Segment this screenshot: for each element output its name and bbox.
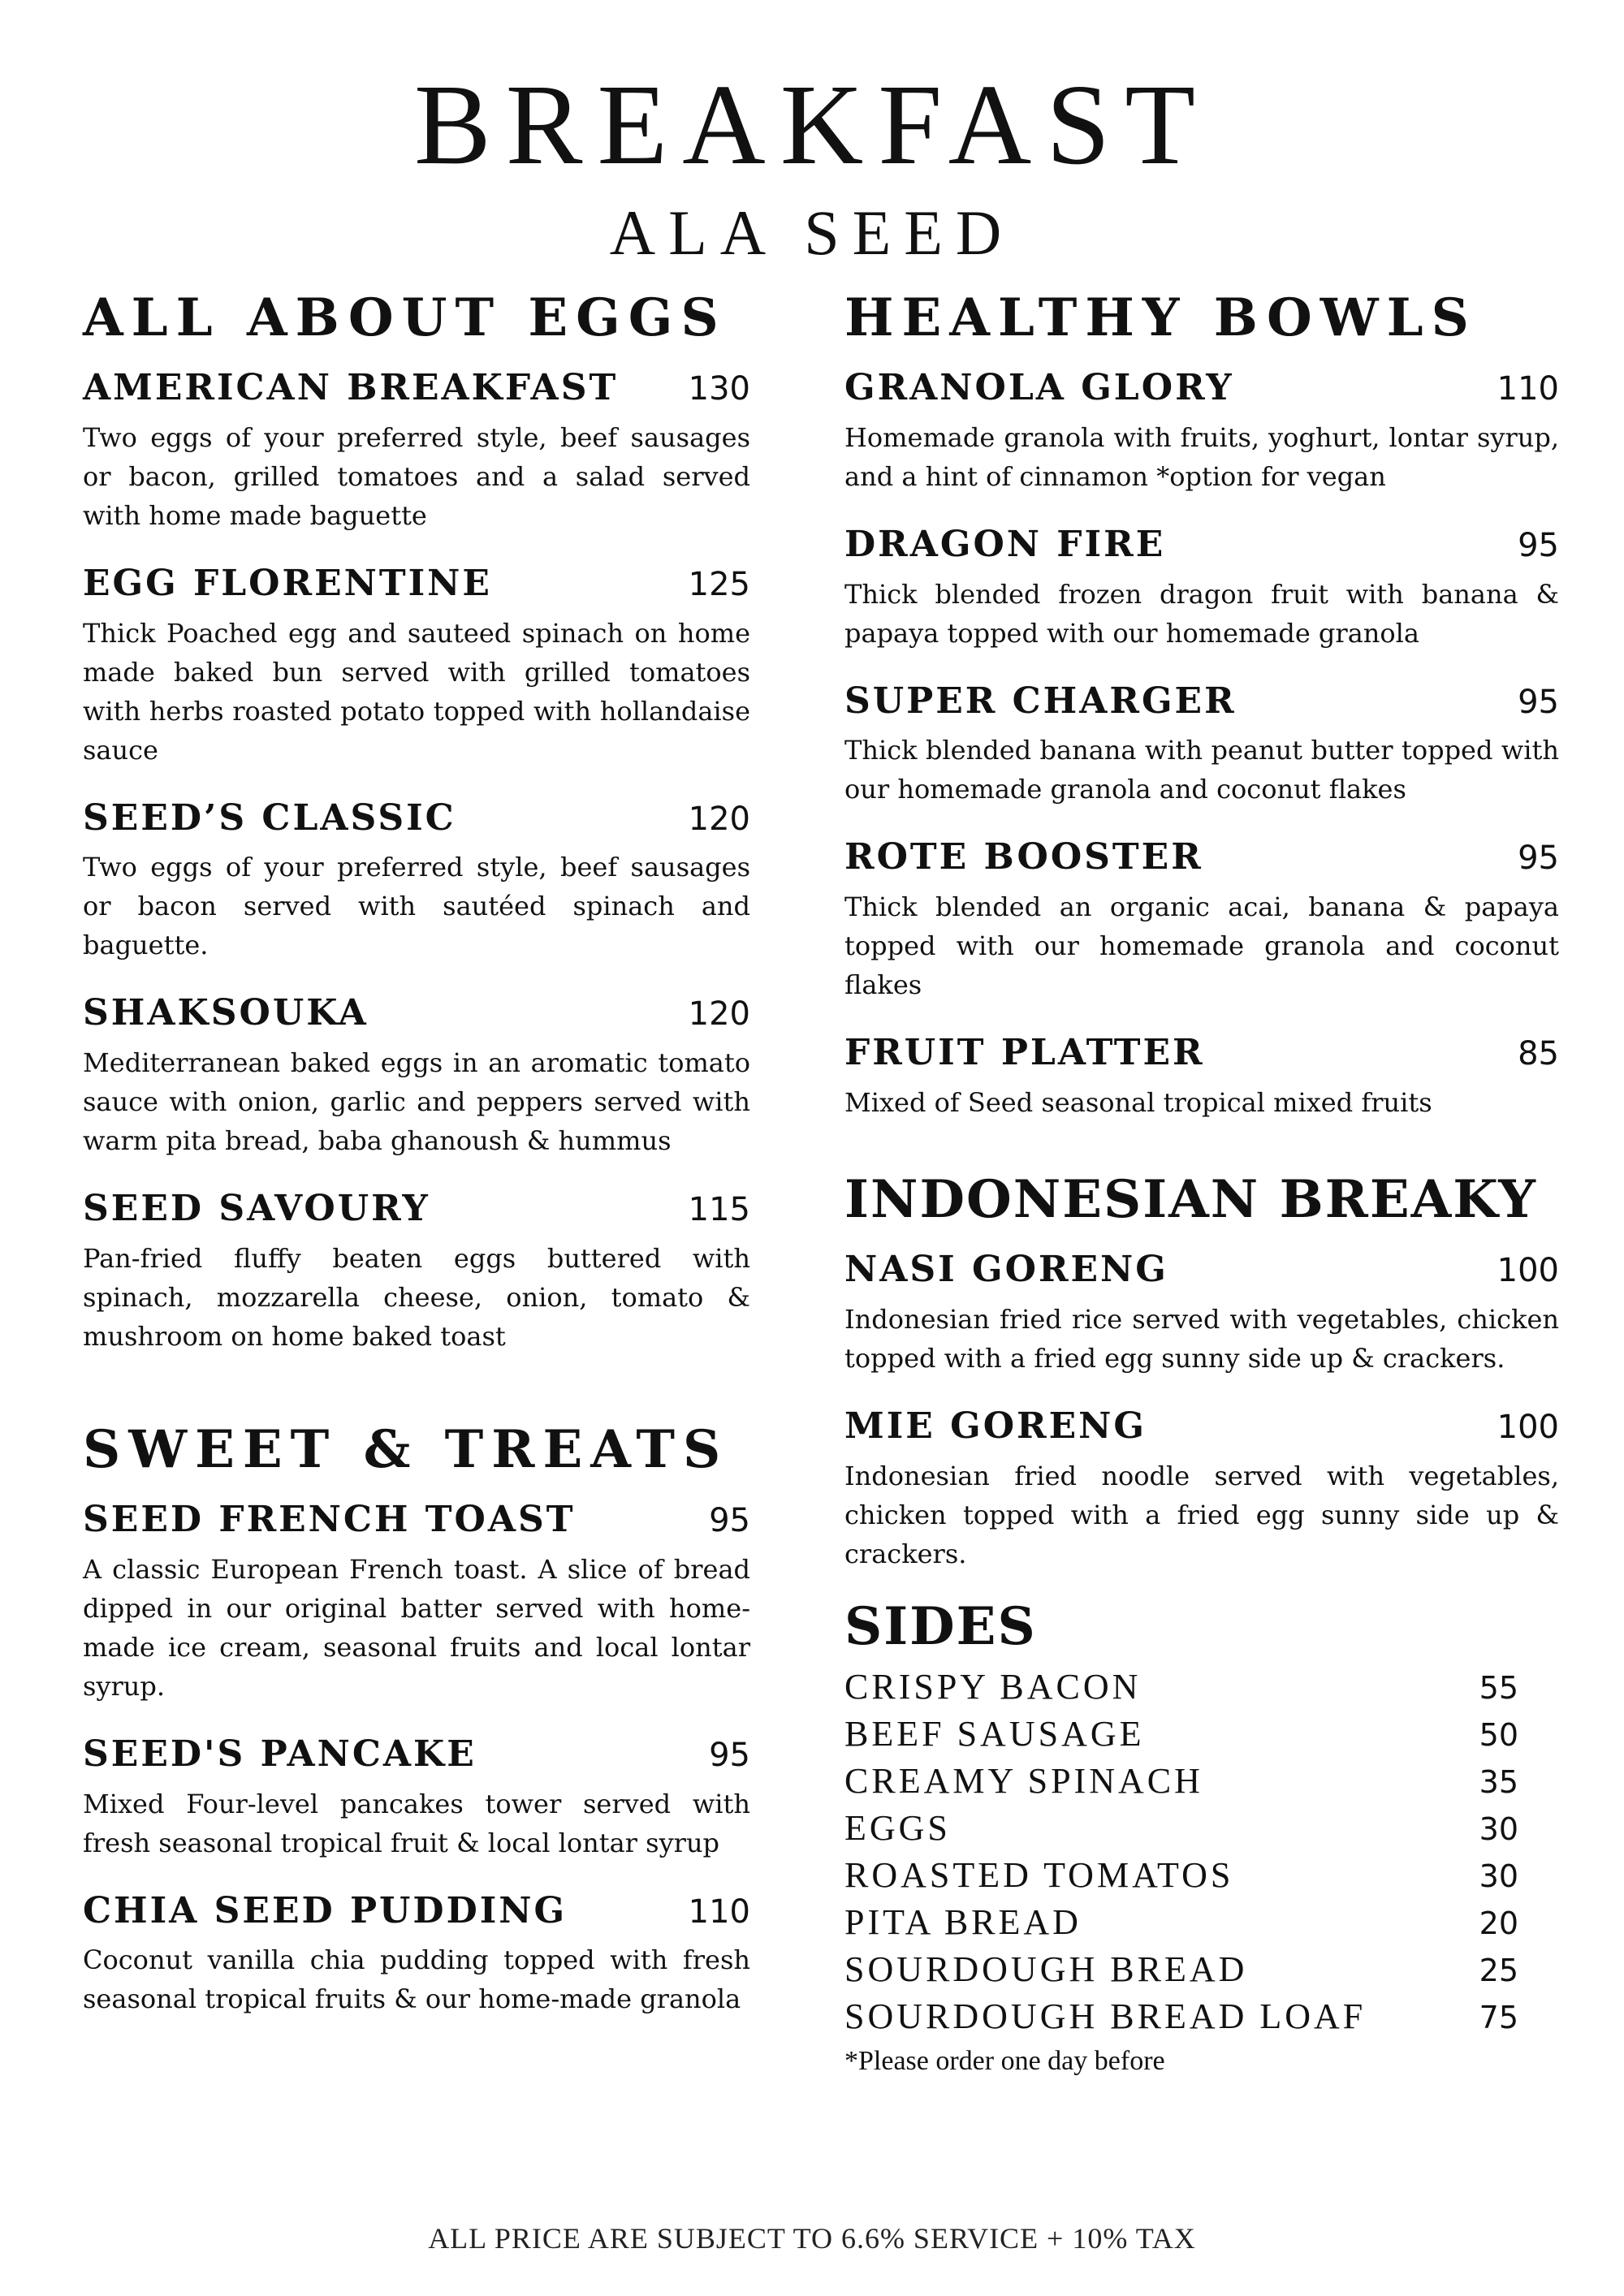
footer-note: ALL PRICE ARE SUBJECT TO 6.6% SERVICE + 10% TAX [428, 2222, 1196, 2255]
item-name: SHAKSOUKA [83, 992, 369, 1034]
side-item [844, 1854, 1559, 1901]
menu-item [844, 367, 1559, 496]
section-title-sides: SIDES [844, 1595, 1037, 1657]
item-description: Two eggs of your preferred style, beef sausages or bacon served with sautéed spinach and baguette. [83, 852, 750, 961]
item-price: 125 [688, 565, 750, 603]
item-description: Mediterranean baked eggs in an aromatic tomato sauce with onion, garlic and peppers served with warm pita bread, baba ghanoush & hummus [83, 1047, 750, 1157]
side-item [844, 1760, 1559, 1807]
side-item [844, 1666, 1559, 1713]
side-name: PITA BREAD [844, 1901, 1082, 1942]
item-name: SEED'S PANCAKE [83, 1733, 477, 1775]
item-name: CHIA SEED PUDDING [83, 1889, 568, 1931]
side-price: 30 [1479, 1858, 1518, 1894]
item-price: 95 [709, 1501, 750, 1539]
side-name: CREAMY SPINACH [844, 1760, 1203, 1801]
menu-item [844, 836, 1559, 1004]
menu-item [844, 1249, 1559, 1378]
right-column [844, 287, 1559, 2077]
side-name: SOURDOUGH BREAD LOAF [844, 1996, 1367, 2036]
item-name: FRUIT PLATTER [844, 1032, 1205, 1074]
item-description: Mixed of Seed seasonal tropical mixed fruits [844, 1086, 1432, 1118]
item-name: GRANOLA GLORY [844, 367, 1234, 408]
side-price: 50 [1479, 1716, 1518, 1753]
menu-item [83, 1890, 750, 2019]
item-description: Two eggs of your preferred style, beef sausages or bacon, grilled tomatoes and a salad served with home made baguette [83, 421, 750, 531]
item-price: 95 [1518, 683, 1559, 721]
item-price: 120 [688, 995, 750, 1034]
item-description: Thick blended an organic acai, banana & papaya topped with our homemade granola and coconut flakes [844, 891, 1559, 1001]
menu-item [83, 1733, 750, 1862]
item-description: Indonesian fried rice served with vegetables, chicken topped with a fried egg sunny side up & crackers. [844, 1303, 1559, 1374]
item-name: EGG FLORENTINE [83, 562, 492, 604]
side-price: 75 [1479, 1999, 1518, 2035]
item-description: Mixed Four-level pancakes tower served with fresh seasonal tropical fruit & local lontar syrup [83, 1788, 750, 1858]
menu-item [83, 1499, 750, 1706]
menu-item [83, 797, 750, 965]
side-name: EGGS [844, 1807, 951, 1848]
item-description: Pan-fried fluffy beaten eggs buttered with spinach, mozzarella cheese, onion, tomato & mushroom on home baked toast [83, 1242, 750, 1352]
menu-item [83, 1188, 750, 1356]
side-price: 55 [1479, 1669, 1518, 1706]
menu-subtitle: ALA SEED [609, 197, 1015, 268]
item-price: 100 [1497, 1251, 1559, 1289]
item-name: SEED’S CLASSIC [83, 796, 456, 839]
menu-item [83, 563, 750, 770]
left-column [83, 287, 750, 2046]
side-price: 20 [1479, 1905, 1518, 1941]
menu-title: BREAKFAST [414, 60, 1210, 188]
item-price: 110 [1497, 370, 1559, 408]
item-name: DRAGON FIRE [844, 523, 1166, 565]
item-name: NASI GORENG [844, 1248, 1168, 1290]
item-price: 85 [1518, 1035, 1559, 1073]
side-name: BEEF SAUSAGE [844, 1713, 1145, 1754]
section-title-eggs: ALL ABOUT EGGS [83, 287, 727, 348]
section-title-bowls: HEALTHY BOWLS [844, 287, 1477, 348]
item-price: 120 [688, 800, 750, 838]
item-price: 95 [1518, 839, 1559, 878]
item-description: A classic European French toast. A slice of bread dipped in our original batter served with home-made ice cream, seasonal fruits and local lontar syrup. [83, 1553, 750, 1702]
item-description: Homemade granola with fruits, yoghurt, lontar syrup, and a hint of cinnamon *option for vegan [844, 421, 1559, 492]
item-price: 100 [1497, 1408, 1559, 1446]
section-title-indonesian: INDONESIAN BREAKY [844, 1168, 1537, 1230]
item-description: Indonesian fried noodle served with vegetables, chicken topped with a fried egg sunny side up & crackers. [844, 1460, 1559, 1569]
side-price: 25 [1479, 1952, 1518, 1988]
item-name: MIE GORENG [844, 1405, 1147, 1447]
item-price: 130 [688, 370, 750, 408]
item-price: 95 [709, 1736, 750, 1774]
menu-item [844, 680, 1559, 809]
side-item [844, 1901, 1559, 1949]
side-name: ROASTED TOMATOS [844, 1854, 1234, 1895]
menu-item [844, 524, 1559, 653]
side-name: SOURDOUGH BREAD [844, 1949, 1248, 1989]
item-name: SUPER CHARGER [844, 680, 1237, 722]
item-description: Coconut vanilla chia pudding topped with fresh seasonal tropical fruits & our home-made granola [83, 1944, 750, 2015]
menu-item [83, 367, 750, 535]
side-item [844, 1949, 1559, 1996]
item-name: ROTE BOOSTER [844, 836, 1203, 878]
side-item [844, 1996, 1559, 2043]
item-description: Thick Poached egg and sauteed spinach on home made baked bun served with grilled tomatoes with herbs roasted potato topped with hollandaise sauce [83, 617, 750, 766]
menu-item [83, 992, 750, 1160]
menu-item [844, 1405, 1559, 1573]
side-price: 35 [1479, 1763, 1518, 1800]
section-title-sweet: SWEET & TREATS [83, 1418, 729, 1480]
item-description: Thick blended frozen dragon fruit with banana & papaya topped with our homemade granola [844, 578, 1559, 649]
item-price: 115 [688, 1191, 750, 1229]
item-price: 110 [688, 1892, 750, 1931]
side-item [844, 1713, 1559, 1760]
item-description: Thick blended banana with peanut butter topped with our homemade granola and coconut flakes [844, 735, 1559, 805]
side-item [844, 1807, 1559, 1854]
side-name: CRISPY BACON [844, 1666, 1142, 1707]
item-name: AMERICAN BREAKFAST [83, 367, 619, 408]
side-price: 30 [1479, 1810, 1518, 1847]
item-name: SEED FRENCH TOAST [83, 1498, 576, 1540]
sides-note: *Please order one day before [844, 2045, 1165, 2076]
item-name: SEED SAVOURY [83, 1188, 430, 1230]
item-price: 95 [1518, 526, 1559, 564]
menu-item [844, 1032, 1559, 1122]
